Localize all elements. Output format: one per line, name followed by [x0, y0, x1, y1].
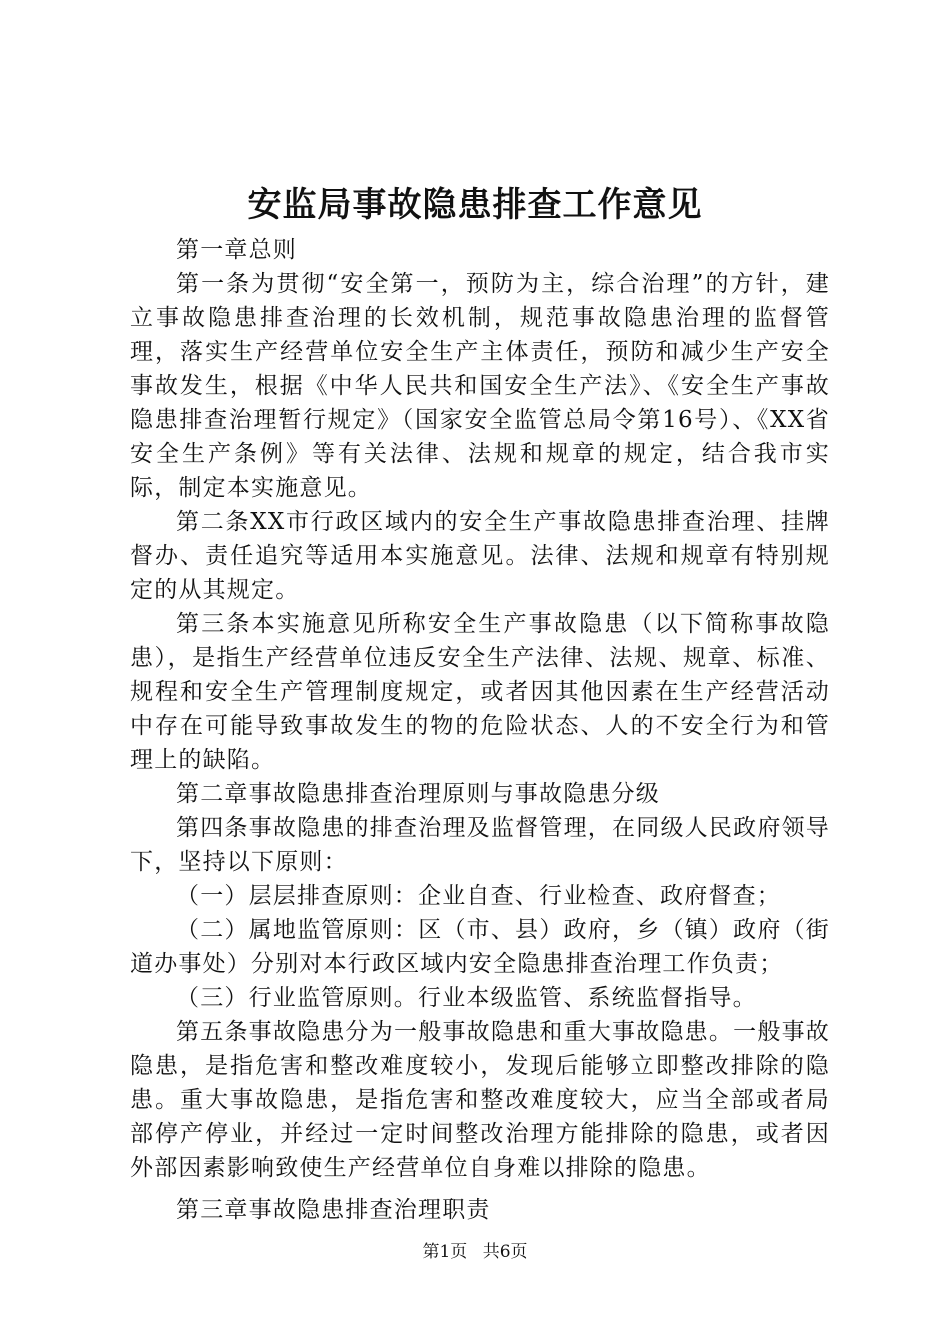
chapter-heading: 第二章事故隐患排查治理原则与事故隐患分级: [176, 781, 660, 807]
list-item: （三）行业监管原则。行业本级监管、系统监督指导。: [176, 985, 757, 1011]
chapter-heading: 第一章总则: [176, 237, 297, 263]
article-paragraph: 第三条本实施意见所称安全生产事故隐患（以下简称事故隐患），是指生产经营单位违反安全生产法律、法规、规章、标准、规程和安全生产管理制度规定，或者因其他因素在生产经营活动中存在可能导致事故发生的物的危险状态、人的不安全行为和管理上的缺陷。: [130, 611, 830, 773]
list-item: （二）属地监管原则：区（市、县）政府，乡（镇）政府（街道办事处）分别对本行政区域内安全隐患排查治理工作负责；: [130, 917, 830, 977]
document-body: [130, 233, 830, 1227]
article-paragraph: 第二条XX市行政区域内的安全生产事故隐患排查治理、挂牌督办、责任追究等适用本实施意见。法律、法规和规章有特别规定的从其规定。: [130, 509, 830, 603]
page-number: 第1页: [422, 1242, 468, 1262]
list-item: （一）层层排查原则：企业自查、行业检查、政府督查；: [176, 883, 781, 909]
article-paragraph: 第一条为贯彻“安全第一，预防为主，综合治理”的方针，建立事故隐患排查治理的长效机制，规范事故隐患治理的监督管理，落实生产经营单位安全生产主体责任，预防和减少生产安全事故发生，根据《中华人民共和国安全生产法》、《安全生产事故隐患排查治理暂行规定》（国家安全监管总局令第16号）、《XX省安全生产条例》等有关法律、法规和规章的规定，结合我市实际，制定本实施意见。: [130, 271, 830, 501]
page-total: 共6页: [482, 1242, 528, 1262]
chapter-heading: 第三章事故隐患排查治理职责: [176, 1197, 491, 1223]
article-paragraph: 第四条事故隐患的排查治理及监督管理，在同级人民政府领导下，坚持以下原则：: [130, 815, 830, 875]
article-paragraph: 第五条事故隐患分为一般事故隐患和重大事故隐患。一般事故隐患，是指危害和整改难度较小，发现后能够立即整改排除的隐患。重大事故隐患，是指危害和整改难度较大，应当全部或者局部停产停业，并经过一定时间整改治理方能排除的隐患，或者因外部因素影响致使生产经营单位自身难以排除的隐患。: [130, 1019, 830, 1181]
page-footer: [0, 1240, 950, 1264]
document-title: 安监局事故隐患排查工作意见: [247, 185, 703, 225]
